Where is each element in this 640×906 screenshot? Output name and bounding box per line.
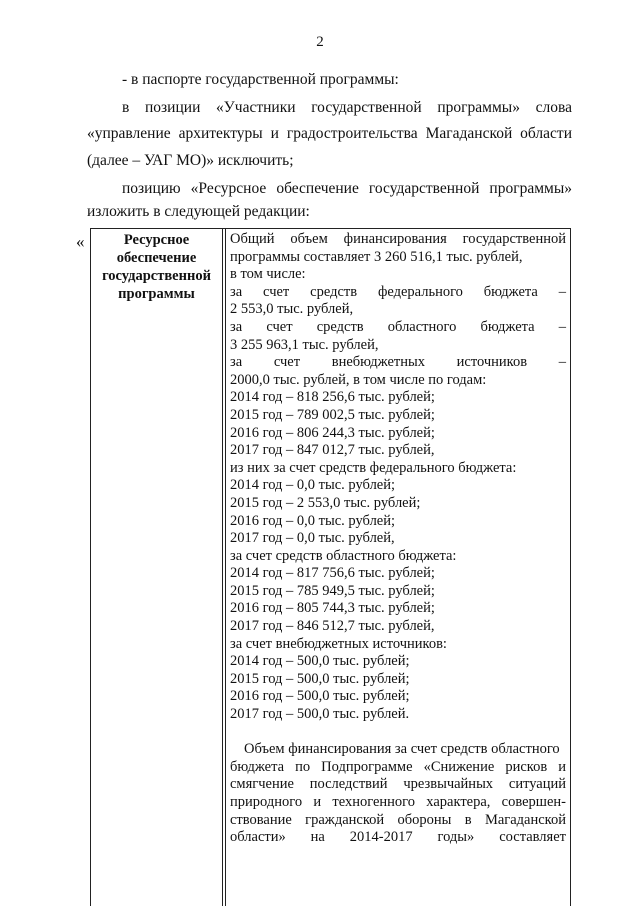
value-line: 2017 год – 847 012,7 тыс. рублей, bbox=[230, 442, 435, 459]
value-line: 2016 год – 0,0 тыс. рублей; bbox=[230, 512, 396, 529]
value-line: за счет средств федерального бюджета – bbox=[230, 283, 566, 300]
value-line: области» на 2014-2017 годы» составляет bbox=[230, 829, 566, 846]
value-line: 2000,0 тыс. рублей, в том числе по годам: bbox=[230, 371, 487, 388]
value-line: 3 255 963,1 тыс. рублей, bbox=[230, 336, 379, 353]
value-line: Объем финансирования за счет средств областного bbox=[244, 741, 560, 758]
value-line: в том числе: bbox=[230, 266, 306, 283]
value-line: Общий объем финансирования государственной bbox=[230, 231, 566, 247]
resource-table-label-cell bbox=[91, 231, 222, 303]
value-line: за счет внебюджетных источников: bbox=[230, 635, 447, 652]
resource-table bbox=[90, 228, 571, 906]
value-line: программы составляет 3 260 516,1 тыс. рублей, bbox=[230, 248, 523, 265]
value-line: ствование гражданской обороны в Магаданской bbox=[230, 811, 566, 828]
value-line: 2015 год – 789 002,5 тыс. рублей; bbox=[230, 406, 435, 423]
value-line: 2015 год – 785 949,5 тыс. рублей; bbox=[230, 582, 435, 599]
value-line: за счет средств областного бюджета – bbox=[230, 318, 566, 335]
resource-table-value-cell bbox=[230, 231, 566, 847]
value-line: бюджета по Подпрограмме «Снижение рисков и bbox=[230, 758, 566, 775]
value-line: 2015 год – 2 553,0 тыс. рублей; bbox=[230, 494, 421, 511]
value-line: 2016 год – 806 244,3 тыс. рублей; bbox=[230, 424, 435, 441]
paragraph-participants-line-3: (далее – УАГ МО)» исключить; bbox=[87, 152, 294, 169]
paragraph-gap bbox=[230, 724, 566, 742]
label-line: обеспечение bbox=[116, 250, 197, 266]
table-right-border bbox=[570, 229, 571, 906]
value-line: за счет средств областного бюджета: bbox=[230, 547, 457, 564]
label-line: Ресурсное bbox=[123, 232, 190, 248]
value-line: 2017 год – 0,0 тыс. рублей, bbox=[230, 530, 395, 547]
value-line: смягчение последствий чрезвычайных ситуаций bbox=[230, 776, 566, 793]
paragraph-resource-line-1: позицию «Ресурсное обеспечение государственной программы» bbox=[122, 180, 572, 197]
paragraph-participants-line-2: «управление архитектуры и градостроительства Магаданской области bbox=[87, 125, 572, 142]
value-line: 2017 год – 500,0 тыс. рублей. bbox=[230, 706, 410, 723]
value-line: природного и техногенного характера, совершен- bbox=[230, 794, 566, 810]
opening-quote: « bbox=[76, 232, 85, 251]
value-line: 2014 год – 818 256,6 тыс. рублей; bbox=[230, 389, 435, 406]
page-number: 2 bbox=[316, 34, 324, 50]
value-line: из них за счет средств федерального бюджета: bbox=[230, 459, 517, 476]
value-line: 2017 год – 846 512,7 тыс. рублей, bbox=[230, 618, 435, 635]
paragraph-participants-line-1: в позиции «Участники государственной программы» слова bbox=[122, 99, 572, 116]
value-line: 2 553,0 тыс. рублей, bbox=[230, 301, 354, 318]
value-line: 2015 год – 500,0 тыс. рублей; bbox=[230, 670, 410, 687]
value-line: 2014 год – 0,0 тыс. рублей; bbox=[230, 477, 396, 494]
label-line: программы bbox=[118, 286, 195, 302]
label-line: государственной bbox=[102, 268, 211, 284]
column-divider bbox=[222, 229, 226, 906]
value-line: за счет внебюджетных источников – bbox=[230, 354, 566, 371]
value-line: 2016 год – 805 744,3 тыс. рублей; bbox=[230, 600, 435, 617]
value-line: 2014 год – 500,0 тыс. рублей; bbox=[230, 653, 410, 670]
paragraph-resource-line-2: изложить в следующей редакции: bbox=[87, 203, 310, 220]
value-line: 2014 год – 817 756,6 тыс. рублей; bbox=[230, 565, 435, 582]
value-line: 2016 год – 500,0 тыс. рублей; bbox=[230, 688, 410, 705]
paragraph-passport-intro: - в паспорте государственной программы: bbox=[122, 71, 399, 88]
